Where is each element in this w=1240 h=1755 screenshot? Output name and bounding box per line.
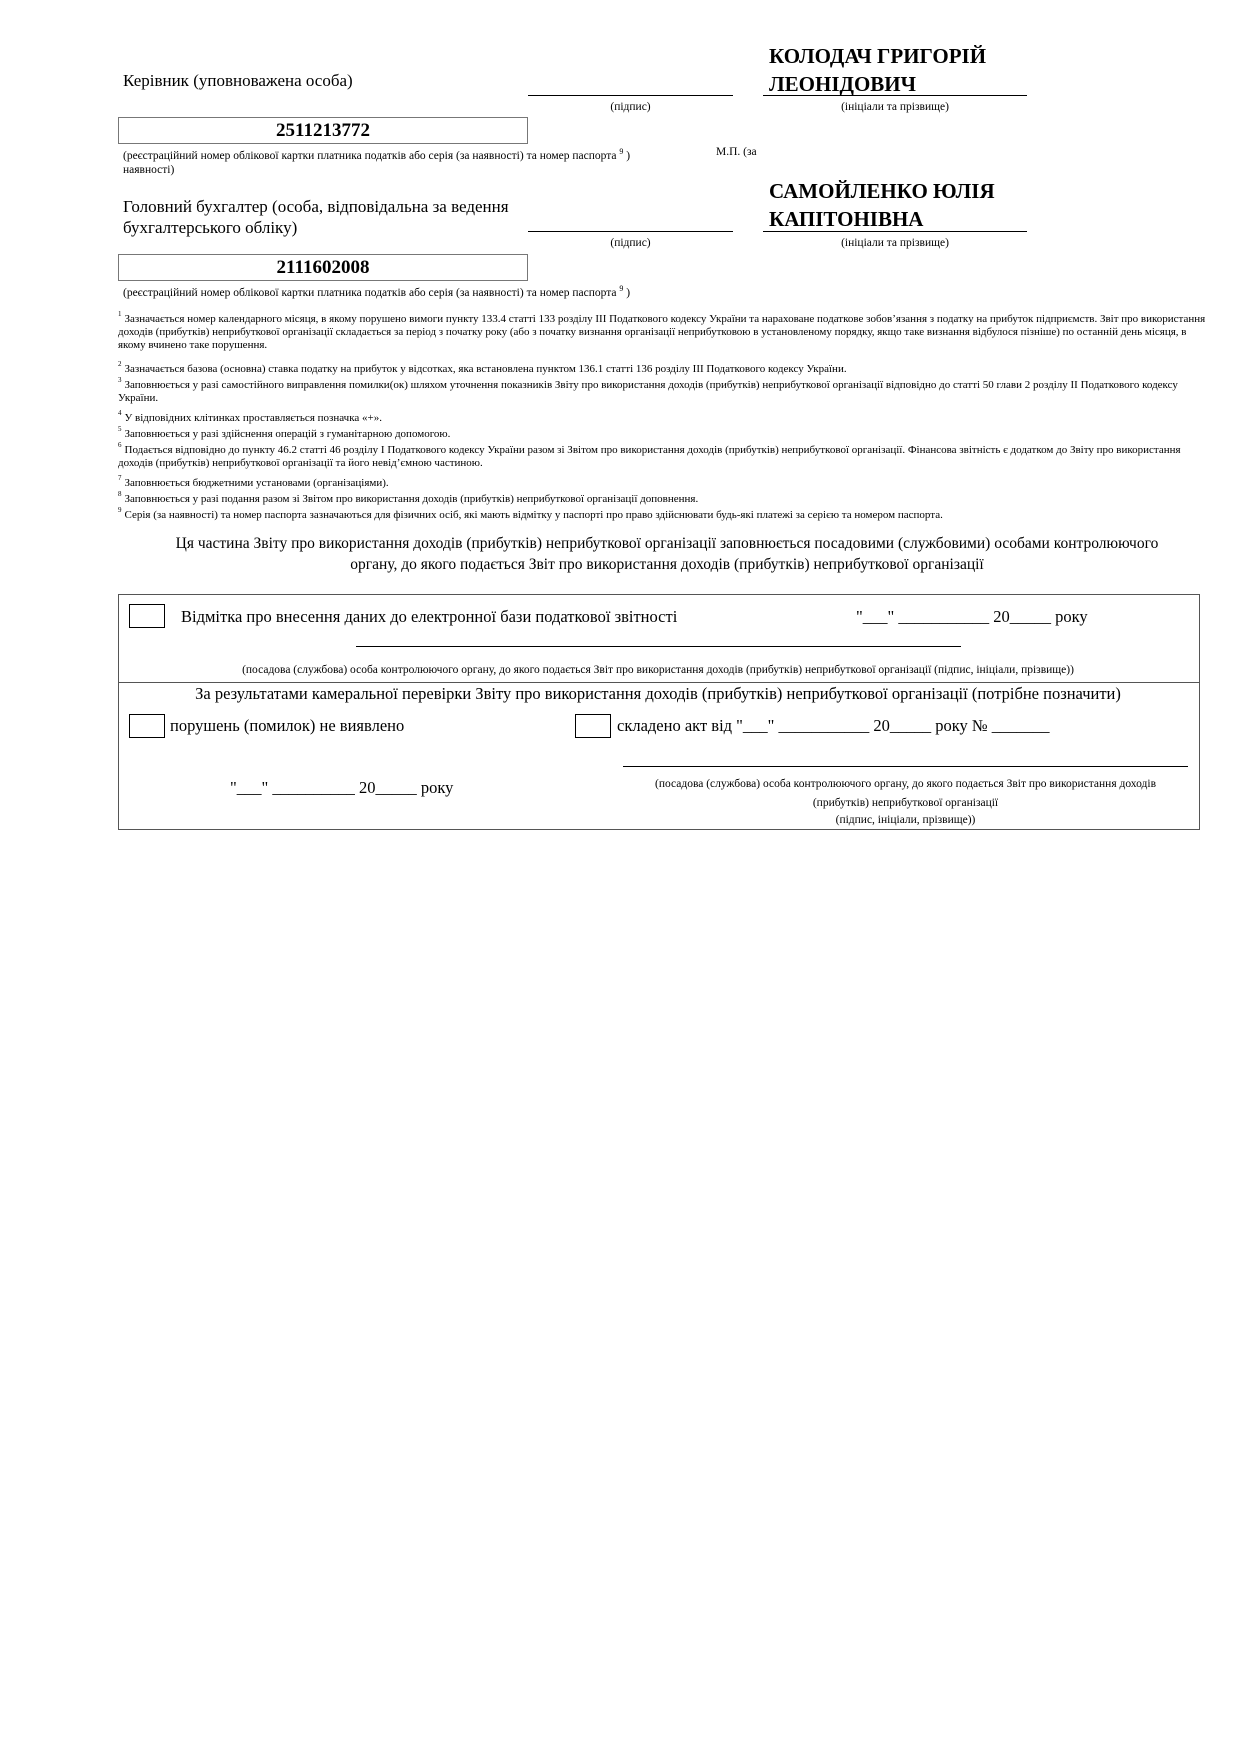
bottom-caption-line2: (прибутків) неприбуткової організації: [812, 797, 999, 809]
stamp-label: М.П. (за: [716, 146, 757, 158]
head-name-caption: (ініціали та прізвище): [841, 101, 949, 113]
footnote-7: $^7$ Заповнюється бюджетними установами (організаціями).: [118, 474, 389, 489]
head-name-line1: КОЛОДАЧ ГРИГОРІЙ: [769, 44, 987, 68]
no-violations-checkbox[interactable]: [129, 714, 165, 738]
footnote-2: $^2$ Зазначається базова (основна) ставка податку на прибуток у відсотках, яка встановлена пунктом 136.1 статті 136 розділу ІІІ Податкового кодексу України.: [118, 360, 847, 375]
accountant-name-line1: САМОЙЛЕНКО ЮЛІЯ: [769, 179, 995, 203]
head-name-line2: ЛЕОНІДОВИЧ: [769, 72, 917, 96]
footnote-5: $^5$ Заповнюється у разі здійснення операцій з гуманітарною допомогою.: [118, 425, 451, 440]
footnote-8: $^8$ Заповнюється у разі подання разом зі Звітом про використання доходів (прибутків) неприбуткової організації доповнення.: [118, 490, 699, 505]
check-heading: За результатами камеральної перевірки Звіту про використання доходів (прибутків) неприбуткової організації (потрібне позначити): [195, 684, 1121, 703]
footnote-3: $^3$ Заповнюється у разі самостійного виправлення помилки(ок) шляхом уточнення показників Звіту про використання доходів (прибутків) неприбуткової організації відповідно до статті 50 глави 2 розділу ІІ Податкового кодексу України.: [118, 376, 1178, 404]
accountant-signature-caption: (підпис): [610, 237, 651, 249]
act-drawn-label[interactable]: складено акт від "___" ___________ 20_____ року № _______: [617, 716, 1050, 735]
bottom-date[interactable]: "___" __________ 20_____ року: [230, 778, 454, 797]
bottom-caption-line3: (підпис, ініціали, прізвище)): [835, 814, 976, 826]
accountant-name-caption: (ініціали та прізвище): [841, 237, 949, 249]
official-caption: (посадова (службова) особа контролюючого органу, до якого подається Звіт про використання доходів (прибутків) неприбуткової організації (підпис, ініціали, прізвище)): [242, 664, 1074, 676]
head-tax-id: 2511213772: [118, 117, 528, 144]
act-drawn-checkbox[interactable]: [575, 714, 611, 738]
control-heading-line1: Ця частина Звіту про використання доходів (прибутків) неприбуткової організації заповнюється посадовими (службовими) особами контролюючого: [175, 535, 1159, 552]
db-mark-label: Відмітка про внесення даних до електронної бази податкової звітності: [181, 607, 678, 626]
head-signature-line[interactable]: [528, 95, 733, 96]
accountant-role-label-2: бухгалтерського обліку): [123, 218, 298, 237]
accountant-tax-id-caption: (реєстраційний номер облікової картки платника податків або серія (за наявності) та номер паспорта $^9$ ): [123, 284, 631, 299]
accountant-signature-line[interactable]: [528, 231, 733, 232]
footnote-6: $^6$ Подається відповідно до пункту 46.2 статті 46 розділу І Податкового кодексу України разом зі Звітом про використання доходів (прибутків) неприбуткової організації. Фінансова звітність є додатком до Звіту про використання доходів (прибутків) неприбуткової організації та його невід’ємною частиною.: [118, 441, 1181, 469]
control-heading-line2: органу, до якого подається Звіт про використання доходів (прибутків) неприбуткової організації: [350, 556, 984, 573]
db-mark-date[interactable]: "___" ___________ 20_____ року: [856, 607, 1088, 626]
head-signature-caption: (підпис): [610, 101, 651, 113]
official-signature-line[interactable]: [356, 646, 961, 647]
control-section-heading: [118, 533, 1216, 575]
accountant-name-line2: КАПІТОНІВНА: [769, 207, 924, 231]
bottom-caption-line1: (посадова (службова) особа контролюючого органу, до якого подається Звіт про використання доходів: [654, 778, 1157, 790]
accountant-tax-id: 2111602008: [118, 254, 528, 281]
control-box-divider: [118, 682, 1199, 683]
stamp-label-cont: наявності): [123, 164, 175, 176]
bottom-caption: [623, 775, 1188, 827]
bottom-signature-line[interactable]: [623, 766, 1188, 767]
head-role-label: Керівник (уповноважена особа): [123, 71, 353, 90]
head-tax-id-caption: (реєстраційний номер облікової картки платника податків або серія (за наявності) та номер паспорта $^9$ ): [123, 147, 631, 162]
db-mark-checkbox[interactable]: [129, 604, 165, 628]
footnote-4: $^4$ У відповідних клітинках проставляється позначка «+».: [118, 409, 382, 424]
footnote-1: $^1$ Зазначається номер календарного місяця, в якому порушено вимоги пункту 133.4 статті 133 розділу ІІІ Податкового кодексу України та нараховане податкове зобов’язання з податку на прибуток підприємств. Звіт про використання доходів (прибутків) неприбуткової організації складається за період з початку року (або з початку визнання організації неприбутковою в установленому порядку, якщо таке визнання відбулося пізніше) по останній день місяця, в якому вчинено таке порушення.: [118, 310, 1206, 351]
no-violations-label: порушень (помилок) не виявлено: [170, 716, 405, 735]
accountant-role-label-1: Головний бухгалтер (особа, відповідальна за ведення: [123, 197, 509, 216]
head-name-line: [763, 95, 1027, 96]
footnote-9: $^9$ Серія (за наявності) та номер паспорта зазначаються для фізичних осіб, які мають відмітку у паспорті про право здійснювати будь-які платежі за серією та номером паспорта.: [118, 506, 943, 521]
accountant-name-line: [763, 231, 1027, 232]
